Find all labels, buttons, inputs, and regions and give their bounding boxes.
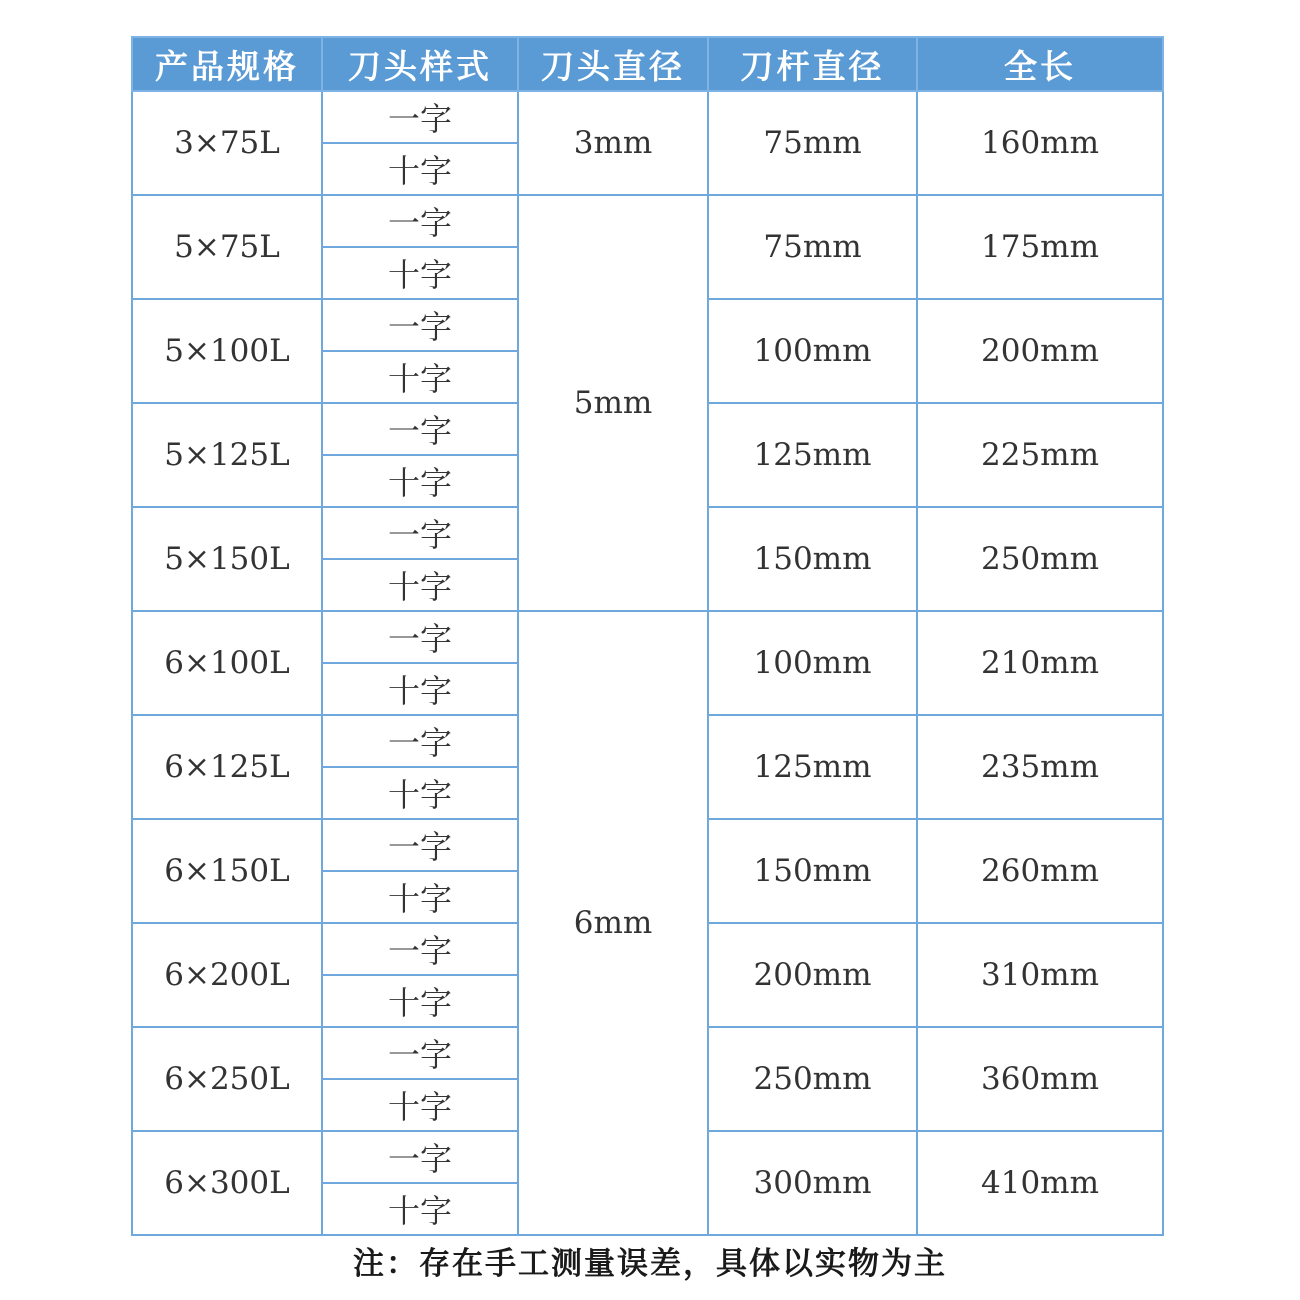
total-length-cell: 160mm [917, 91, 1163, 195]
shank-diameter-cell: 150mm [708, 507, 917, 611]
spec-cell: 6×100L [132, 611, 322, 715]
head-style-cell: 十字 [322, 351, 518, 403]
total-length-cell: 310mm [917, 923, 1163, 1027]
head-style-cell: 十字 [322, 559, 518, 611]
measurement-note: 注：存在手工测量误差，具体以实物为主 [353, 1246, 947, 1282]
spec-cell: 6×300L [132, 1131, 322, 1235]
total-length-cell: 250mm [917, 507, 1163, 611]
header-spec: 产品规格 [132, 37, 322, 91]
spec-cell: 5×125L [132, 403, 322, 507]
head-style-cell: 十字 [322, 663, 518, 715]
shank-diameter-cell: 100mm [708, 611, 917, 715]
spec-cell: 5×75L [132, 195, 322, 299]
head-style-cell: 十字 [322, 975, 518, 1027]
head-style-cell: 十字 [322, 247, 518, 299]
head-style-cell: 一字 [322, 611, 518, 663]
total-length-cell: 175mm [917, 195, 1163, 299]
spec-cell: 6×200L [132, 923, 322, 1027]
head-style-cell: 一字 [322, 1131, 518, 1183]
table-row [132, 195, 1163, 247]
head-diameter-cell: 6mm [518, 611, 708, 1235]
head-style-cell: 一字 [322, 923, 518, 975]
header-total-length: 全长 [917, 37, 1163, 91]
total-length-cell: 235mm [917, 715, 1163, 819]
head-style-cell: 十字 [322, 143, 518, 195]
head-style-cell: 一字 [322, 1027, 518, 1079]
header-head-diameter: 刀头直径 [518, 37, 708, 91]
table-row [132, 91, 1163, 143]
head-style-cell: 十字 [322, 767, 518, 819]
total-length-cell: 260mm [917, 819, 1163, 923]
spec-cell: 5×150L [132, 507, 322, 611]
spec-cell: 5×100L [132, 299, 322, 403]
shank-diameter-cell: 150mm [708, 819, 917, 923]
spec-table [131, 36, 1164, 1236]
head-style-cell: 一字 [322, 195, 518, 247]
head-diameter-cell: 5mm [518, 195, 708, 611]
shank-diameter-cell: 100mm [708, 299, 917, 403]
head-diameter-cell: 3mm [518, 91, 708, 195]
total-length-cell: 410mm [917, 1131, 1163, 1235]
head-style-cell: 一字 [322, 299, 518, 351]
head-style-cell: 十字 [322, 1079, 518, 1131]
table-body [132, 91, 1163, 1235]
head-style-cell: 一字 [322, 507, 518, 559]
header-head-style: 刀头样式 [322, 37, 518, 91]
shank-diameter-cell: 300mm [708, 1131, 917, 1235]
header-row [132, 37, 1163, 91]
total-length-cell: 200mm [917, 299, 1163, 403]
head-style-cell: 一字 [322, 819, 518, 871]
shank-diameter-cell: 75mm [708, 91, 917, 195]
total-length-cell: 210mm [917, 611, 1163, 715]
head-style-cell: 一字 [322, 715, 518, 767]
total-length-cell: 225mm [917, 403, 1163, 507]
head-style-cell: 一字 [322, 403, 518, 455]
head-style-cell: 十字 [322, 1183, 518, 1235]
shank-diameter-cell: 125mm [708, 403, 917, 507]
spec-cell: 3×75L [132, 91, 322, 195]
spec-cell: 6×125L [132, 715, 322, 819]
head-style-cell: 十字 [322, 871, 518, 923]
shank-diameter-cell: 200mm [708, 923, 917, 1027]
table-row [132, 611, 1163, 663]
total-length-cell: 360mm [917, 1027, 1163, 1131]
head-style-cell: 十字 [322, 455, 518, 507]
head-style-cell: 一字 [322, 91, 518, 143]
shank-diameter-cell: 250mm [708, 1027, 917, 1131]
shank-diameter-cell: 125mm [708, 715, 917, 819]
spec-cell: 6×150L [132, 819, 322, 923]
shank-diameter-cell: 75mm [708, 195, 917, 299]
header-shank-diameter: 刀杆直径 [708, 37, 917, 91]
spec-cell: 6×250L [132, 1027, 322, 1131]
